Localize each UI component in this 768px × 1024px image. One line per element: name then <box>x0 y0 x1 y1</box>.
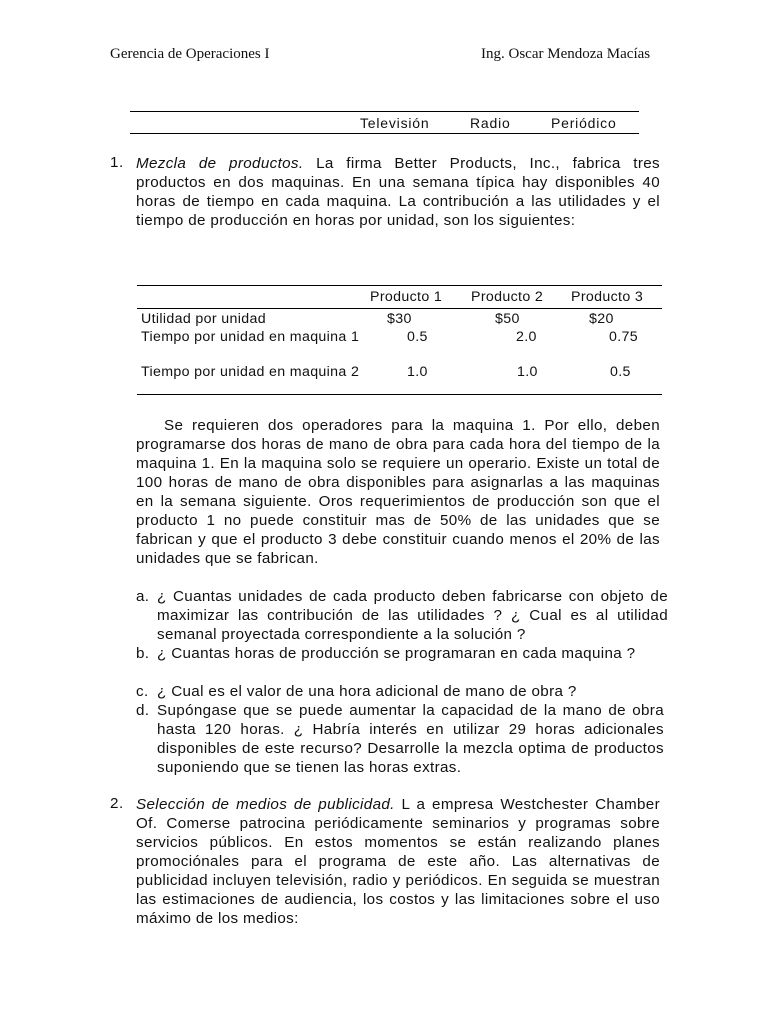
question-d-text: Supóngase que se puede aumentar la capacidad de la mano de obra hasta 120 horas. ¿ Habría interés en utilizar 29 horas adicionales disponibles de este recurso? Desarrolle la mezcla optima de productos suponiendo que se tienen las horas extras. <box>157 702 664 776</box>
problem2-lead: Selección de medios de publicidad. <box>136 796 395 813</box>
row-label-utilidad: Utilidad por unidad <box>141 311 266 327</box>
author-name: Ing. Oscar Mendoza Macías <box>481 46 651 62</box>
header-producto-1: Producto 1 <box>370 289 443 305</box>
cell-utilidad-p1: $30 <box>387 311 412 327</box>
cell-m1-p3: 0.75 <box>609 329 639 345</box>
problem2-intro-text: L a empresa Westchester Chamber Of. Comerse patrocina periódicamente seminarios y programas sobre servicios públicos. En estos momentos se están realizando planes promociónales para el programa de este año. Las alternativas de publicidad incluyen televisión, radio y periódicos. En seguida se muestran las estimaciones de audiencia, los costos y las limitaciones sobre el uso máximo de los medios: <box>136 796 660 927</box>
problem2-number: 2. <box>110 795 124 812</box>
question-c-text: ¿ Cual es el valor de una hora adicional de mano de obra ? <box>157 683 577 700</box>
question-d-label: d. <box>136 702 150 719</box>
cell-m2-p2: 1.0 <box>517 364 538 380</box>
col-radio: Radio <box>470 115 511 131</box>
cell-m2-p3: 0.5 <box>610 364 631 380</box>
problem1-body: Se requieren dos operadores para la maquina 1. Por ello, deben programarse dos horas de mano de obra para cada hora del tiempo de la maquina 1. En la maquina solo se requiere un operario. Existe un total de 100 horas de mano de obra disponibles para asignarlas a las maquinas en la semana siguiente. Oros requerimientos de producción son que el producto 1 no puede constituir mas de 50% de las unidades que se fabrican y que el producto 3 debe constituir cuando menos el 20% de las unidades que se fabrican. <box>136 417 660 567</box>
question-a-label: a. <box>136 588 150 605</box>
question-b <box>136 644 660 663</box>
row-label-maquina1: Tiempo por unidad en maquina 1 <box>141 329 360 345</box>
header-producto-2: Producto 2 <box>471 289 544 305</box>
cell-m1-p2: 2.0 <box>516 329 537 345</box>
cell-m1-p1: 0.5 <box>407 329 428 345</box>
question-b-text: ¿ Cuantas horas de producción se programaran en cada maquina ? <box>157 645 636 662</box>
problem1-number: 1. <box>110 154 124 171</box>
problem1-intro <box>136 154 660 230</box>
col-periodico: Periódico <box>551 115 617 131</box>
question-c-label: c. <box>136 683 149 700</box>
cell-m2-p1: 1.0 <box>407 364 428 380</box>
cell-utilidad-p2: $50 <box>495 311 520 327</box>
problem2-intro <box>136 795 660 928</box>
product-table <box>137 285 662 395</box>
problem1-lead: Mezcla de productos. <box>136 155 304 172</box>
question-b-label: b. <box>136 645 150 662</box>
header-producto-3: Producto 3 <box>571 289 644 305</box>
question-d <box>136 701 664 777</box>
row-label-maquina2: Tiempo por unidad en maquina 2 <box>141 364 360 380</box>
problem1-intro-text: La firma Better Products, Inc., fabrica tres productos en dos maquinas. En una semana típica hay disponibles 40 horas de tiempo en cada maquina. La contribución a las utilidades y el tiempo de producción en horas por unidad, son los siguientes: <box>136 155 660 229</box>
question-c <box>136 682 660 701</box>
question-a <box>136 587 668 644</box>
product-table-header <box>137 285 662 309</box>
cell-utilidad-p3: $20 <box>589 311 614 327</box>
product-table-body <box>137 309 662 395</box>
col-television: Televisión <box>360 115 430 131</box>
question-a-text: ¿ Cuantas unidades de cada producto deben fabricarse con objeto de maximizar las contribución de las utilidades ? ¿ Cual es al utilidad semanal proyectada correspondiente a la solución ? <box>157 588 668 643</box>
media-table <box>130 111 639 134</box>
course-title: Gerencia de Operaciones I <box>110 46 270 62</box>
